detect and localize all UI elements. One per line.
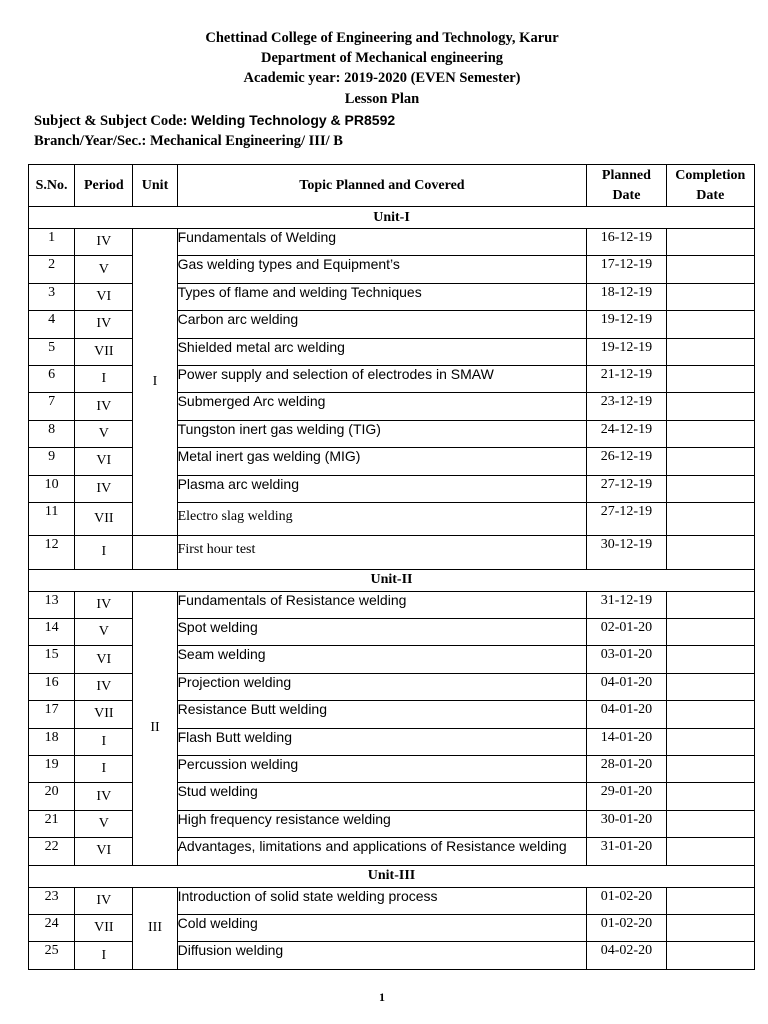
- row-completion-date: [666, 256, 754, 283]
- row-sno: 24: [29, 914, 75, 941]
- row-period: IV: [75, 673, 133, 700]
- row-period: VII: [75, 914, 133, 941]
- row-sno: 1: [29, 229, 75, 256]
- row-planned-date: 26-12-19: [587, 448, 666, 475]
- table-row: [29, 536, 755, 569]
- row-planned-date: 24-12-19: [587, 420, 666, 447]
- row-period: I: [75, 536, 133, 569]
- row-period: V: [75, 420, 133, 447]
- unit-heading: Unit-II: [29, 569, 755, 591]
- lesson-plan-table: [28, 164, 755, 970]
- table-body: [29, 207, 755, 970]
- row-sno: 4: [29, 311, 75, 338]
- unit-heading: Unit-I: [29, 207, 755, 229]
- row-period: IV: [75, 475, 133, 502]
- row-topic: Types of flame and welding Techniques: [177, 283, 587, 310]
- row-topic: Spot welding: [177, 619, 587, 646]
- row-sno: 18: [29, 728, 75, 755]
- row-period: I: [75, 756, 133, 783]
- row-completion-date: [666, 229, 754, 256]
- row-sno: 16: [29, 673, 75, 700]
- row-planned-date: 19-12-19: [587, 338, 666, 365]
- row-period: IV: [75, 311, 133, 338]
- table-row: [29, 591, 755, 618]
- row-sno: 12: [29, 536, 75, 569]
- row-sno: 8: [29, 420, 75, 447]
- row-topic: Percussion welding: [177, 756, 587, 783]
- row-unit: II: [133, 591, 177, 865]
- row-completion-date: [666, 673, 754, 700]
- document-title: Lesson Plan: [344, 91, 420, 107]
- unit-heading-row: [29, 207, 755, 229]
- row-sno: 17: [29, 701, 75, 728]
- table-header-row: [29, 165, 755, 207]
- row-topic: Cold welding: [177, 914, 587, 941]
- row-planned-date: 04-02-20: [587, 942, 666, 969]
- row-completion-date: [666, 728, 754, 755]
- row-sno: 21: [29, 810, 75, 837]
- row-sno: 11: [29, 502, 75, 535]
- column-header-topic: Topic Planned and Covered: [177, 165, 587, 207]
- page-number: 1: [379, 990, 385, 1004]
- column-header-unit: Unit: [133, 165, 177, 207]
- row-period: IV: [75, 229, 133, 256]
- row-completion-date: [666, 619, 754, 646]
- row-topic: Electro slag welding: [177, 502, 587, 535]
- row-sno: 19: [29, 756, 75, 783]
- row-topic: Shielded metal arc welding: [177, 338, 587, 365]
- row-period: IV: [75, 393, 133, 420]
- row-completion-date: [666, 914, 754, 941]
- row-planned-date: 31-12-19: [587, 591, 666, 618]
- row-topic: Submerged Arc welding: [177, 393, 587, 420]
- row-topic: Introduction of solid state welding process: [177, 887, 587, 914]
- row-period: IV: [75, 887, 133, 914]
- row-period: VI: [75, 448, 133, 475]
- row-sno: 6: [29, 365, 75, 392]
- column-header-period: Period: [75, 165, 133, 207]
- row-completion-date: [666, 756, 754, 783]
- row-planned-date: 30-01-20: [587, 810, 666, 837]
- row-planned-date: 17-12-19: [587, 256, 666, 283]
- row-topic: Power supply and selection of electrodes in SMAW: [177, 365, 587, 392]
- row-sno: 9: [29, 448, 75, 475]
- row-planned-date: 21-12-19: [587, 365, 666, 392]
- row-period: I: [75, 365, 133, 392]
- row-completion-date: [666, 283, 754, 310]
- row-planned-date: 23-12-19: [587, 393, 666, 420]
- row-completion-date: [666, 942, 754, 969]
- row-planned-date: 04-01-20: [587, 701, 666, 728]
- row-period: V: [75, 810, 133, 837]
- unit-heading-row: [29, 865, 755, 887]
- row-completion-date: [666, 536, 754, 569]
- row-completion-date: [666, 701, 754, 728]
- row-completion-date: [666, 591, 754, 618]
- column-header-planned-date: [587, 165, 666, 207]
- row-planned-date: 27-12-19: [587, 475, 666, 502]
- row-period: V: [75, 619, 133, 646]
- subject-label: Subject & Subject Code:: [34, 113, 192, 129]
- row-period: VII: [75, 338, 133, 365]
- unit-heading-row: [29, 569, 755, 591]
- row-period: VI: [75, 646, 133, 673]
- planned-header-line2: Date: [612, 187, 641, 203]
- row-completion-date: [666, 393, 754, 420]
- row-completion-date: [666, 448, 754, 475]
- row-sno: 25: [29, 942, 75, 969]
- row-planned-date: 03-01-20: [587, 646, 666, 673]
- completion-header-line1: Completion: [675, 167, 746, 183]
- row-completion-date: [666, 338, 754, 365]
- row-period: I: [75, 942, 133, 969]
- row-completion-date: [666, 838, 754, 865]
- row-sno: 5: [29, 338, 75, 365]
- row-topic: Metal inert gas welding (MIG): [177, 448, 587, 475]
- row-period: I: [75, 728, 133, 755]
- row-completion-date: [666, 810, 754, 837]
- row-sno: 7: [29, 393, 75, 420]
- row-period: IV: [75, 783, 133, 810]
- row-completion-date: [666, 475, 754, 502]
- planned-header-line1: Planned: [601, 167, 651, 183]
- row-planned-date: 30-12-19: [587, 536, 666, 569]
- row-sno: 2: [29, 256, 75, 283]
- department-name: Department of Mechanical engineering: [260, 50, 504, 66]
- row-period: VI: [75, 838, 133, 865]
- row-topic: Flash Butt welding: [177, 728, 587, 755]
- row-topic: Fundamentals of Welding: [177, 229, 587, 256]
- row-topic: Diffusion welding: [177, 942, 587, 969]
- row-unit: III: [133, 887, 177, 969]
- row-planned-date: 14-01-20: [587, 728, 666, 755]
- row-sno: 15: [29, 646, 75, 673]
- row-planned-date: 31-01-20: [587, 838, 666, 865]
- row-planned-date: 01-02-20: [587, 914, 666, 941]
- row-period: VII: [75, 502, 133, 535]
- row-completion-date: [666, 887, 754, 914]
- row-sno: 22: [29, 838, 75, 865]
- row-unit-empty: [133, 536, 177, 569]
- row-topic: Tungston inert gas welding (TIG): [177, 420, 587, 447]
- row-period: V: [75, 256, 133, 283]
- row-topic: Plasma arc welding: [177, 475, 587, 502]
- row-topic: Seam welding: [177, 646, 587, 673]
- column-header-sno: S.No.: [29, 165, 75, 207]
- row-topic: Carbon arc welding: [177, 311, 587, 338]
- row-sno: 23: [29, 887, 75, 914]
- row-planned-date: 16-12-19: [587, 229, 666, 256]
- row-topic: Fundamentals of Resistance welding: [177, 591, 587, 618]
- subject-line: [34, 110, 395, 131]
- row-topic: Advantages, limitations and applications of Resistance welding: [177, 838, 587, 865]
- row-planned-date: 01-02-20: [587, 887, 666, 914]
- row-sno: 14: [29, 619, 75, 646]
- row-sno: 20: [29, 783, 75, 810]
- row-completion-date: [666, 311, 754, 338]
- row-period: IV: [75, 591, 133, 618]
- row-period: VI: [75, 283, 133, 310]
- row-unit: I: [133, 229, 177, 536]
- row-planned-date: 19-12-19: [587, 311, 666, 338]
- college-name: Chettinad College of Engineering and Technology, Karur: [205, 30, 559, 46]
- row-topic: Gas welding types and Equipment’s: [177, 256, 587, 283]
- completion-header-line2: Date: [696, 187, 725, 203]
- row-planned-date: 27-12-19: [587, 502, 666, 535]
- column-header-completion-date: [666, 165, 754, 207]
- row-topic: First hour test: [177, 536, 587, 569]
- row-completion-date: [666, 646, 754, 673]
- row-topic: High frequency resistance welding: [177, 810, 587, 837]
- row-planned-date: 02-01-20: [587, 619, 666, 646]
- row-sno: 13: [29, 591, 75, 618]
- row-planned-date: 04-01-20: [587, 673, 666, 700]
- row-period: VII: [75, 701, 133, 728]
- row-completion-date: [666, 783, 754, 810]
- row-sno: 3: [29, 283, 75, 310]
- table-row: [29, 229, 755, 256]
- row-planned-date: 18-12-19: [587, 283, 666, 310]
- academic-year: Academic year: 2019-2020 (EVEN Semester): [243, 70, 521, 86]
- unit-heading: Unit-III: [29, 865, 755, 887]
- row-sno: 10: [29, 475, 75, 502]
- row-completion-date: [666, 420, 754, 447]
- row-planned-date: 28-01-20: [587, 756, 666, 783]
- table-row: [29, 887, 755, 914]
- row-completion-date: [666, 365, 754, 392]
- row-topic: Resistance Butt welding: [177, 701, 587, 728]
- row-topic: Stud welding: [177, 783, 587, 810]
- row-topic: Projection welding: [177, 673, 587, 700]
- row-planned-date: 29-01-20: [587, 783, 666, 810]
- row-completion-date: [666, 502, 754, 535]
- subject-value: Welding Technology & PR8592: [191, 112, 396, 128]
- branch-line: Branch/Year/Sec.: Mechanical Engineering/ III/ B: [34, 133, 343, 149]
